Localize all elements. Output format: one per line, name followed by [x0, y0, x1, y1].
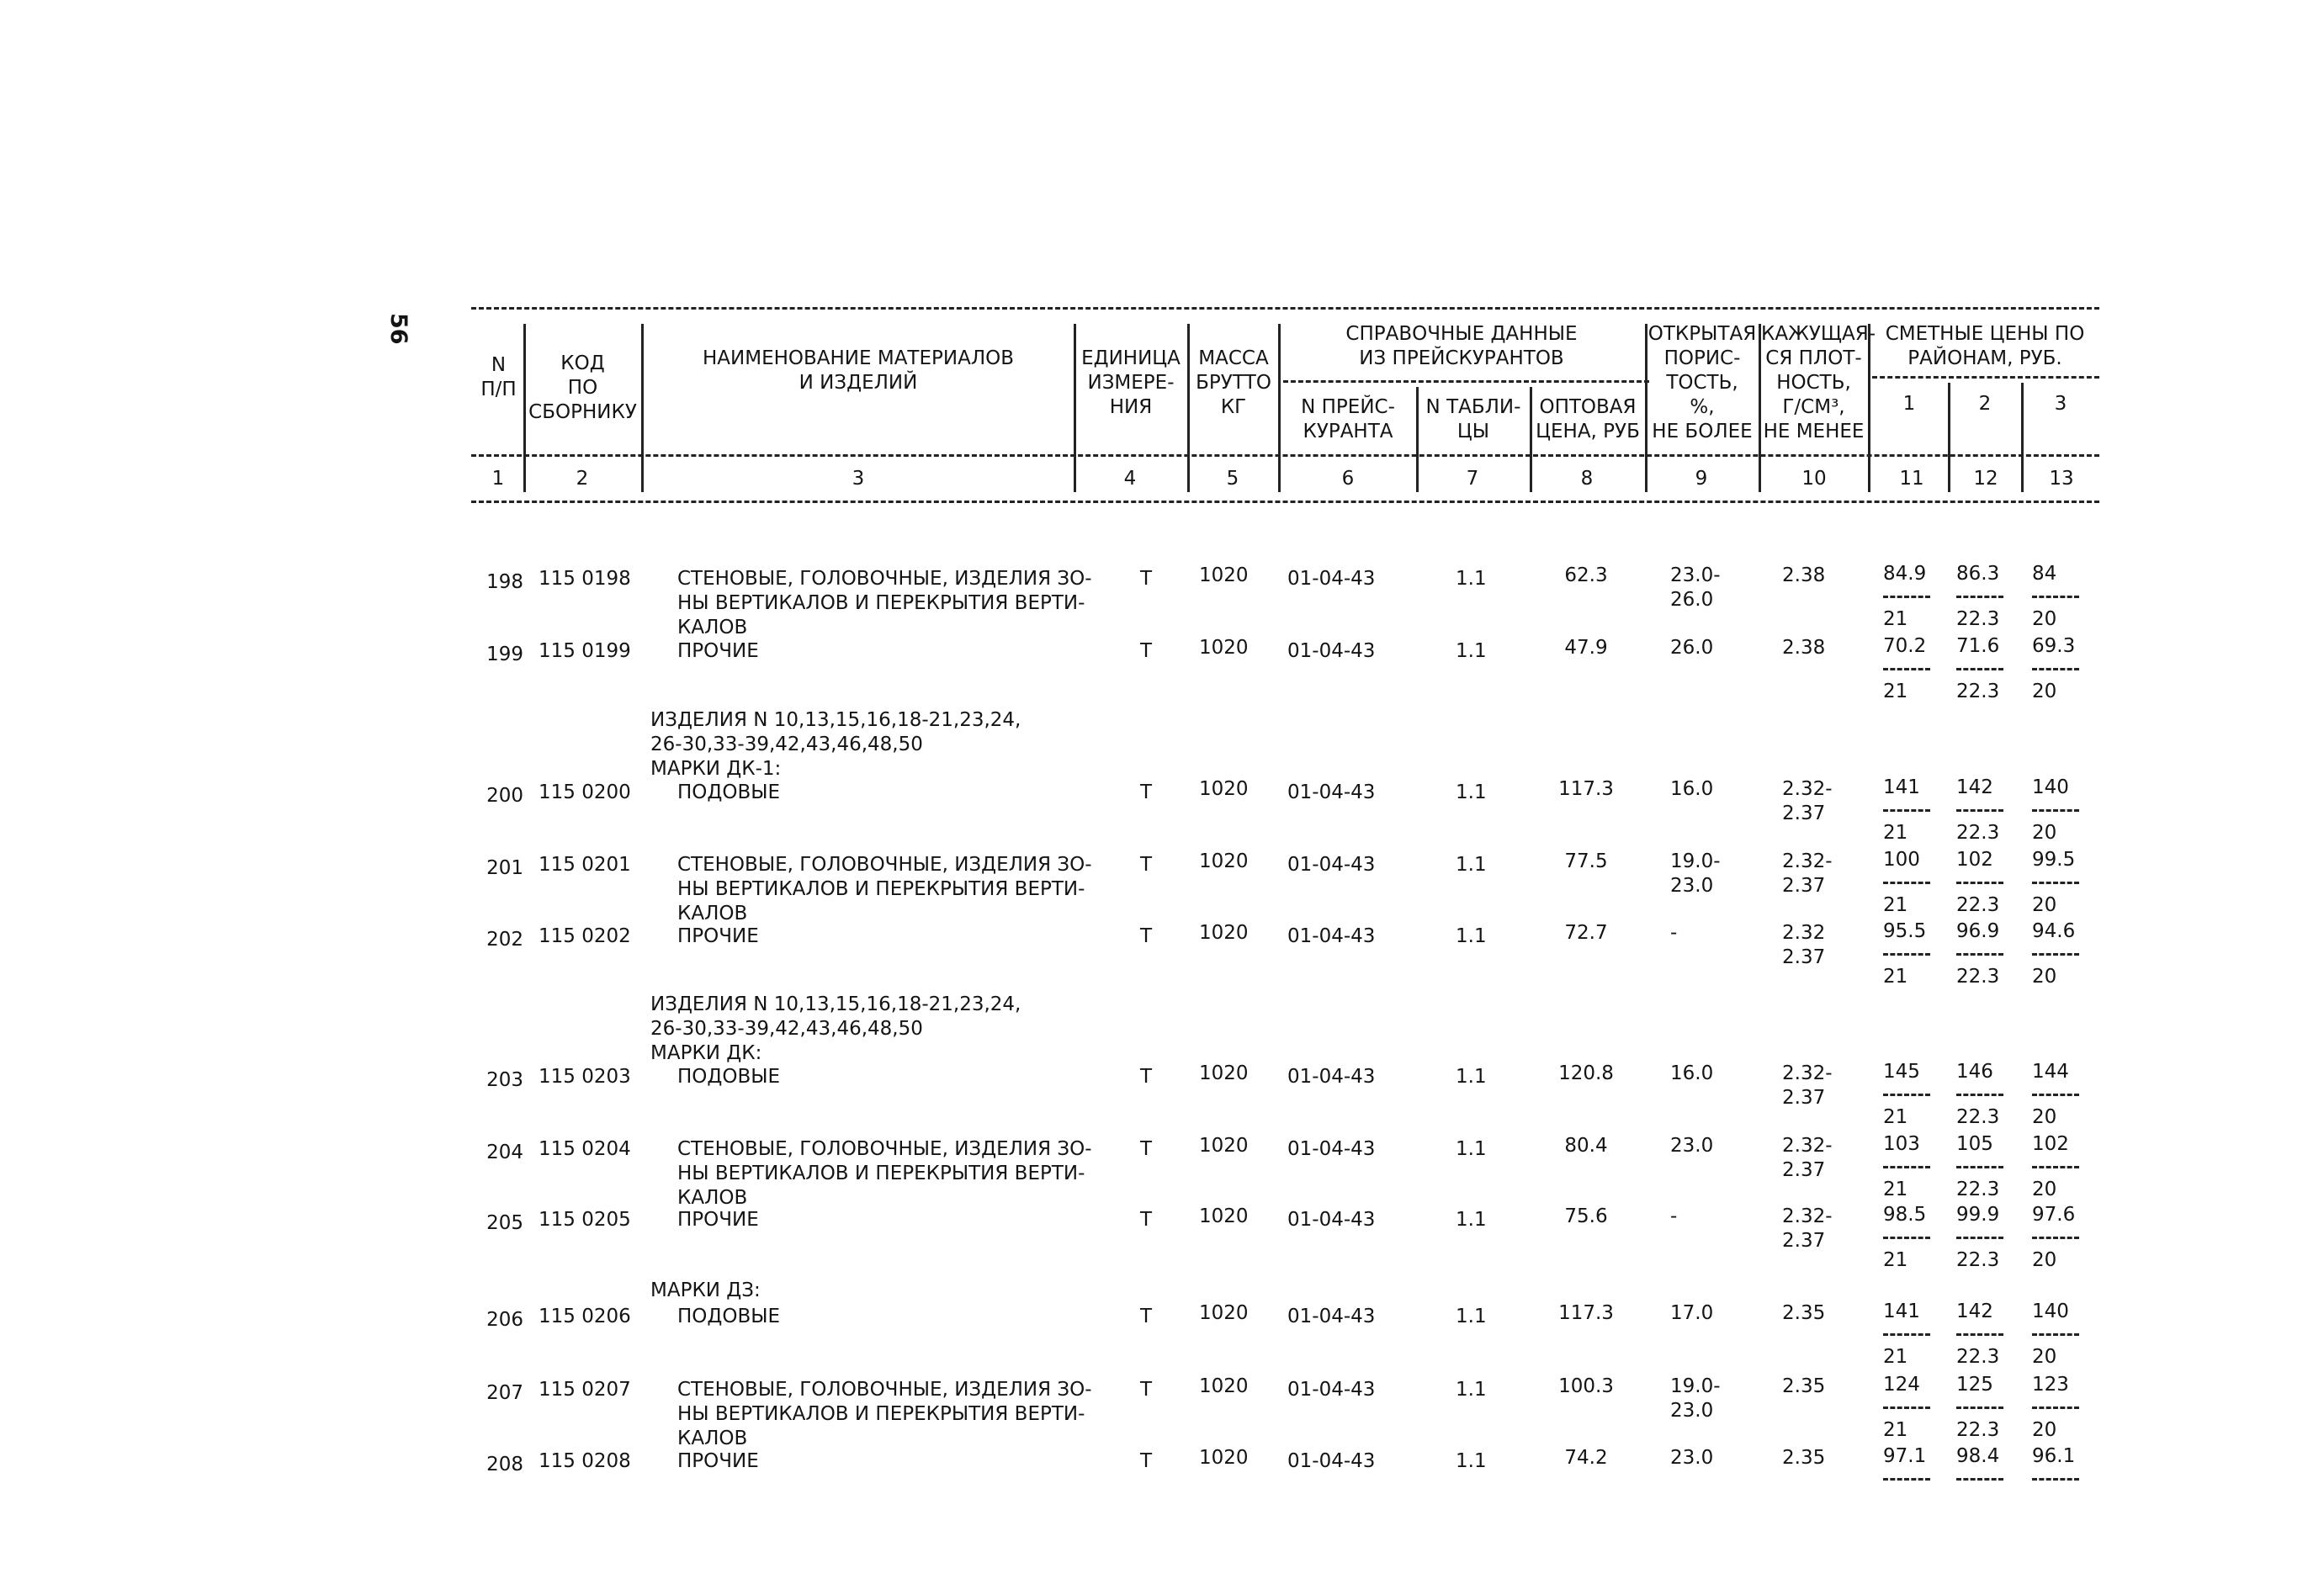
row-porosity: 23.0: [1670, 875, 1714, 897]
row-table-number: 1.1: [1456, 1379, 1487, 1401]
row-price-region-2: 142: [1956, 1301, 1993, 1322]
row-price-region-3: 123: [2032, 1374, 2069, 1396]
row-number: 206: [486, 1309, 523, 1331]
header-bottom-rule: [471, 501, 2099, 503]
row-mass: 1020: [1199, 1302, 1249, 1324]
row-unit: Т: [1139, 1066, 1153, 1088]
header-region-3: 3: [2054, 393, 2067, 415]
header-region-1: 1: [1902, 393, 1916, 415]
row-density: 2.37: [1782, 1230, 1826, 1252]
row-table-number: 1.1: [1456, 1450, 1487, 1472]
row-porosity: 23.0: [1670, 1135, 1714, 1157]
row-divisor-region-3: 20: [2032, 1249, 2057, 1271]
row-price-region-3: 84: [2032, 563, 2057, 585]
row-name: ПРОЧИЕ: [677, 1450, 759, 1472]
section-title: ИЗДЕЛИЯ N 10,13,15,16,18-21,23,24, 26-30,33-39,42,43,46,48,50 МАРКИ ДК:: [650, 993, 1021, 1064]
row-price-region-2: 105: [1956, 1133, 1993, 1155]
row-divisor-region-1: 21: [1883, 608, 1908, 630]
row-price-region-2: 98.4: [1956, 1445, 2000, 1467]
row-number: 198: [486, 571, 523, 593]
row-price-list: 01-04-43: [1287, 854, 1376, 876]
row-price-region-1: 95.5: [1883, 920, 1927, 942]
row-number: 202: [486, 929, 523, 951]
row-price-region-3: 96.1: [2032, 1445, 2076, 1467]
price-fraction-line: [1883, 1407, 1930, 1409]
row-price-region-1: 70.2: [1883, 635, 1927, 657]
header-col6: N ПРЕЙС- КУРАНТА: [1301, 396, 1395, 442]
row-name: ПОДОВЫЕ: [677, 781, 781, 803]
row-table-number: 1.1: [1456, 640, 1487, 662]
price-fraction-line: [2032, 809, 2079, 812]
row-divisor-region-3: 20: [2032, 822, 2057, 844]
row-divisor-region-1: 21: [1883, 1249, 1908, 1271]
price-fraction-line: [1956, 882, 2003, 884]
row-code: 115 0207: [539, 1379, 631, 1401]
header-col2: КОД ПО СБОРНИКУ: [528, 352, 637, 423]
row-number: 205: [486, 1212, 523, 1234]
price-fraction-line: [1883, 1237, 1930, 1239]
price-fraction-line: [1883, 809, 1930, 812]
row-mass: 1020: [1199, 922, 1249, 944]
header-col5: МАССА БРУТТО КГ: [1196, 347, 1271, 418]
row-divisor-region-3: 20: [2032, 1179, 2057, 1200]
row-price-region-3: 97.6: [2032, 1204, 2076, 1226]
row-porosity: 19.0-: [1670, 1375, 1721, 1397]
row-price-region-2: 146: [1956, 1061, 1993, 1083]
price-fraction-line: [1883, 953, 1930, 956]
row-unit: Т: [1139, 781, 1153, 803]
row-wholesale-price: 100.3: [1558, 1375, 1614, 1397]
row-name: КАЛОВ: [677, 617, 748, 638]
price-fraction-line: [1956, 809, 2003, 812]
row-price-list: 01-04-43: [1287, 1450, 1376, 1472]
row-code: 115 0208: [539, 1450, 631, 1472]
row-price-region-3: 69.3: [2032, 635, 2076, 657]
row-wholesale-price: 62.3: [1564, 564, 1608, 586]
row-code: 115 0201: [539, 854, 631, 876]
header-ref-group: СПРАВОЧНЫЕ ДАННЫЕ ИЗ ПРЕЙСКУРАНТОВ: [1345, 323, 1578, 369]
row-mass: 1020: [1199, 1062, 1249, 1084]
col-number: 6: [1341, 468, 1355, 490]
price-fraction-line: [1956, 668, 2003, 670]
row-price-region-1: 141: [1883, 776, 1920, 798]
row-porosity: -: [1670, 922, 1678, 944]
row-table-number: 1.1: [1456, 1306, 1487, 1327]
row-mass: 1020: [1199, 850, 1249, 872]
row-price-region-3: 140: [2032, 1301, 2069, 1322]
header-col4: ЕДИНИЦА ИЗМЕРЕ- НИЯ: [1081, 347, 1181, 418]
price-fraction-line: [1956, 1478, 2003, 1481]
row-price-list: 01-04-43: [1287, 1209, 1376, 1231]
row-price-list: 01-04-43: [1287, 568, 1376, 590]
row-divisor-region-2: 22.3: [1956, 966, 2000, 988]
price-fraction-line: [1883, 668, 1930, 670]
row-name: ПОДОВЫЕ: [677, 1066, 781, 1088]
row-mass: 1020: [1199, 1135, 1249, 1157]
price-fraction-line: [1883, 596, 1930, 598]
row-price-list: 01-04-43: [1287, 1306, 1376, 1327]
row-code: 115 0200: [539, 781, 631, 803]
price-fraction-line: [1956, 953, 2003, 956]
price-fraction-line: [1883, 882, 1930, 884]
row-porosity: 26.0: [1670, 637, 1714, 659]
row-mass: 1020: [1199, 1205, 1249, 1227]
price-fraction-line: [2032, 1478, 2079, 1481]
row-price-region-1: 141: [1883, 1301, 1920, 1322]
row-price-region-1: 100: [1883, 849, 1920, 871]
row-divisor-region-1: 21: [1883, 822, 1908, 844]
row-divisor-region-3: 20: [2032, 1106, 2057, 1128]
row-divisor-region-3: 20: [2032, 608, 2057, 630]
row-unit: Т: [1139, 854, 1153, 876]
row-price-region-2: 86.3: [1956, 563, 2000, 585]
row-price-region-3: 94.6: [2032, 920, 2076, 942]
row-price-region-2: 102: [1956, 849, 1993, 871]
price-fraction-line: [1883, 1166, 1930, 1168]
row-price-region-3: 99.5: [2032, 849, 2076, 871]
row-price-list: 01-04-43: [1287, 781, 1376, 803]
row-name: КАЛОВ: [677, 1428, 748, 1449]
row-table-number: 1.1: [1456, 1066, 1487, 1088]
row-divisor-region-3: 20: [2032, 1419, 2057, 1441]
page-number: 56: [385, 313, 411, 345]
header-col8: ОПТОВАЯ ЦЕНА, РУБ: [1536, 396, 1640, 442]
row-price-region-2: 125: [1956, 1374, 1993, 1396]
row-price-region-1: 84.9: [1883, 563, 1927, 585]
row-divisor-region-3: 20: [2032, 894, 2057, 916]
col-number: 1: [491, 468, 505, 490]
row-wholesale-price: 72.7: [1564, 922, 1608, 944]
row-divisor-region-2: 22.3: [1956, 822, 2000, 844]
row-unit: Т: [1139, 1138, 1153, 1160]
row-porosity: -: [1670, 1205, 1678, 1227]
row-wholesale-price: 80.4: [1564, 1135, 1608, 1157]
col-number: 2: [576, 468, 589, 490]
row-divisor-region-2: 22.3: [1956, 1346, 2000, 1368]
row-density: 2.32-: [1782, 1205, 1833, 1227]
row-code: 115 0199: [539, 640, 631, 662]
row-divisor-region-2: 22.3: [1956, 1419, 2000, 1441]
row-mass: 1020: [1199, 637, 1249, 659]
row-price-list: 01-04-43: [1287, 640, 1376, 662]
row-number: 199: [486, 644, 523, 665]
row-unit: Т: [1139, 1209, 1153, 1231]
row-table-number: 1.1: [1456, 854, 1487, 876]
row-number: 208: [486, 1454, 523, 1475]
row-wholesale-price: 75.6: [1564, 1205, 1608, 1227]
row-porosity: 26.0: [1670, 589, 1714, 611]
row-code: 115 0198: [539, 568, 631, 590]
row-table-number: 1.1: [1456, 1138, 1487, 1160]
price-fraction-line: [2032, 1237, 2079, 1239]
row-name: ПРОЧИЕ: [677, 640, 759, 662]
header-col9: ОТКРЫТАЯ ПОРИС- ТОСТЬ, %, НЕ БОЛЕЕ: [1647, 323, 1757, 442]
row-unit: Т: [1139, 1450, 1153, 1472]
row-wholesale-price: 120.8: [1558, 1062, 1614, 1084]
col-number: 7: [1466, 468, 1479, 490]
row-density: 2.38: [1782, 637, 1826, 659]
row-porosity: 16.0: [1670, 1062, 1714, 1084]
row-name: ПОДОВЫЕ: [677, 1306, 781, 1327]
row-price-list: 01-04-43: [1287, 1138, 1376, 1160]
row-density: 2.32-: [1782, 778, 1833, 800]
row-density: 2.32-: [1782, 1135, 1833, 1157]
row-price-region-1: 98.5: [1883, 1204, 1927, 1226]
row-density: 2.35: [1782, 1447, 1826, 1469]
row-name: НЫ ВЕРТИКАЛОВ И ПЕРЕКРЫТИЯ ВЕРТИ-: [677, 592, 1085, 614]
row-divisor-region-3: 20: [2032, 1346, 2057, 1368]
header-top-rule: [471, 307, 2099, 310]
row-density: 2.37: [1782, 875, 1826, 897]
row-unit: Т: [1139, 1379, 1153, 1401]
price-fraction-line: [2032, 882, 2079, 884]
row-porosity: 19.0-: [1670, 850, 1721, 872]
row-porosity: 23.0-: [1670, 564, 1721, 586]
row-name: СТЕНОВЫЕ, ГОЛОВОЧНЫЕ, ИЗДЕЛИЯ ЗО-: [677, 568, 1092, 590]
row-density: 2.37: [1782, 1159, 1826, 1181]
row-number: 207: [486, 1382, 523, 1404]
row-price-region-2: 96.9: [1956, 920, 2000, 942]
row-unit: Т: [1139, 568, 1153, 590]
row-number: 201: [486, 857, 523, 879]
header-price-group: СМЕТНЫЕ ЦЕНЫ ПО РАЙОНАМ, РУБ.: [1885, 323, 2085, 369]
row-code: 115 0205: [539, 1209, 631, 1231]
row-price-region-1: 97.1: [1883, 1445, 1927, 1467]
row-price-region-3: 144: [2032, 1061, 2069, 1083]
row-density: 2.37: [1782, 803, 1826, 824]
row-name: СТЕНОВЫЕ, ГОЛОВОЧНЫЕ, ИЗДЕЛИЯ ЗО-: [677, 854, 1092, 876]
row-price-region-2: 71.6: [1956, 635, 2000, 657]
price-fraction-line: [1956, 1166, 2003, 1168]
row-porosity: 16.0: [1670, 778, 1714, 800]
price-fraction-line: [1883, 1478, 1930, 1481]
row-mass: 1020: [1199, 564, 1249, 586]
row-name: СТЕНОВЫЕ, ГОЛОВОЧНЫЕ, ИЗДЕЛИЯ ЗО-: [677, 1138, 1092, 1160]
row-wholesale-price: 117.3: [1558, 1302, 1614, 1324]
row-divisor-region-1: 21: [1883, 966, 1908, 988]
row-divisor-region-2: 22.3: [1956, 1106, 2000, 1128]
header-col10: КАЖУЩАЯ- СЯ ПЛОТ- НОСТЬ, Г/СМ³, НЕ МЕНЕЕ: [1761, 323, 1876, 442]
row-density: 2.38: [1782, 564, 1826, 586]
row-divisor-region-1: 21: [1883, 681, 1908, 702]
row-number: 203: [486, 1069, 523, 1091]
row-porosity: 17.0: [1670, 1302, 1714, 1324]
row-wholesale-price: 77.5: [1564, 850, 1608, 872]
col-number: 8: [1580, 468, 1594, 490]
price-fraction-line: [2032, 1333, 2079, 1336]
row-name: СТЕНОВЫЕ, ГОЛОВОЧНЫЕ, ИЗДЕЛИЯ ЗО-: [677, 1379, 1092, 1401]
row-porosity: 23.0: [1670, 1400, 1714, 1422]
row-price-region-2: 99.9: [1956, 1204, 2000, 1226]
price-group-rule: [1872, 376, 2099, 379]
row-density: 2.37: [1782, 1087, 1826, 1109]
row-divisor-region-3: 20: [2032, 681, 2057, 702]
row-divisor-region-2: 22.3: [1956, 681, 2000, 702]
row-code: 115 0206: [539, 1306, 631, 1327]
row-divisor-region-3: 20: [2032, 966, 2057, 988]
row-divisor-region-2: 22.3: [1956, 1179, 2000, 1200]
header-col1: N П/П: [480, 354, 517, 400]
col-number: 11: [1899, 468, 1924, 490]
row-divisor-region-2: 22.3: [1956, 608, 2000, 630]
row-divisor-region-1: 21: [1883, 1346, 1908, 1368]
row-wholesale-price: 74.2: [1564, 1447, 1608, 1469]
row-mass: 1020: [1199, 1447, 1249, 1469]
col-number: 5: [1226, 468, 1239, 490]
row-table-number: 1.1: [1456, 925, 1487, 947]
price-fraction-line: [1956, 1407, 2003, 1409]
row-density: 2.35: [1782, 1302, 1826, 1324]
row-code: 115 0204: [539, 1138, 631, 1160]
row-name: КАЛОВ: [677, 1187, 748, 1209]
row-density: 2.32: [1782, 922, 1826, 944]
price-fraction-line: [2032, 953, 2079, 956]
row-wholesale-price: 47.9: [1564, 637, 1608, 659]
header-col7: N ТАБЛИ- ЦЫ: [1425, 396, 1521, 442]
header-col3: НАИМЕНОВАНИЕ МАТЕРИАЛОВ И ИЗДЕЛИЙ: [702, 347, 1014, 394]
row-name: КАЛОВ: [677, 903, 748, 924]
row-density: 2.32-: [1782, 1062, 1833, 1084]
row-price-region-1: 145: [1883, 1061, 1920, 1083]
row-code: 115 0203: [539, 1066, 631, 1088]
price-fraction-line: [2032, 668, 2079, 670]
row-price-region-1: 124: [1883, 1374, 1920, 1396]
row-unit: Т: [1139, 1306, 1153, 1327]
row-divisor-region-2: 22.3: [1956, 894, 2000, 916]
row-number: 204: [486, 1142, 523, 1163]
section-title: ИЗДЕЛИЯ N 10,13,15,16,18-21,23,24, 26-30,33-39,42,43,46,48,50 МАРКИ ДК-1:: [650, 709, 1021, 780]
price-fraction-line: [1956, 596, 2003, 598]
row-mass: 1020: [1199, 1375, 1249, 1397]
row-name: НЫ ВЕРТИКАЛОВ И ПЕРЕКРЫТИЯ ВЕРТИ-: [677, 878, 1085, 900]
row-code: 115 0202: [539, 925, 631, 947]
row-divisor-region-2: 22.3: [1956, 1249, 2000, 1271]
price-fraction-line: [1883, 1094, 1930, 1096]
row-table-number: 1.1: [1456, 1209, 1487, 1231]
row-name: ПРОЧИЕ: [677, 1209, 759, 1231]
col-number: 3: [852, 468, 865, 490]
price-fraction-line: [1883, 1333, 1930, 1336]
price-fraction-line: [2032, 596, 2079, 598]
row-divisor-region-1: 21: [1883, 894, 1908, 916]
col-number: 4: [1123, 468, 1137, 490]
row-wholesale-price: 117.3: [1558, 778, 1614, 800]
ref-group-rule: [1283, 380, 1649, 383]
row-divisor-region-1: 21: [1883, 1419, 1908, 1441]
header-mid-rule: [471, 454, 2099, 457]
col-number: 12: [1973, 468, 1998, 490]
row-table-number: 1.1: [1456, 568, 1487, 590]
row-name: НЫ ВЕРТИКАЛОВ И ПЕРЕКРЫТИЯ ВЕРТИ-: [677, 1163, 1085, 1184]
price-fraction-line: [1956, 1094, 2003, 1096]
row-density: 2.35: [1782, 1375, 1826, 1397]
row-table-number: 1.1: [1456, 781, 1487, 803]
row-price-region-1: 103: [1883, 1133, 1920, 1155]
section-title: МАРКИ ДЗ:: [650, 1279, 761, 1301]
price-fraction-line: [1956, 1237, 2003, 1239]
row-unit: Т: [1139, 925, 1153, 947]
row-price-list: 01-04-43: [1287, 925, 1376, 947]
row-price-region-2: 142: [1956, 776, 1993, 798]
row-density: 2.32-: [1782, 850, 1833, 872]
row-price-list: 01-04-43: [1287, 1379, 1376, 1401]
row-number: 200: [486, 785, 523, 807]
row-mass: 1020: [1199, 778, 1249, 800]
col-number: 13: [2049, 468, 2074, 490]
row-price-region-3: 140: [2032, 776, 2069, 798]
row-price-list: 01-04-43: [1287, 1066, 1376, 1088]
price-fraction-line: [2032, 1166, 2079, 1168]
price-fraction-line: [2032, 1407, 2079, 1409]
row-divisor-region-1: 21: [1883, 1106, 1908, 1128]
row-unit: Т: [1139, 640, 1153, 662]
row-name: НЫ ВЕРТИКАЛОВ И ПЕРЕКРЫТИЯ ВЕРТИ-: [677, 1403, 1085, 1425]
row-price-region-3: 102: [2032, 1133, 2069, 1155]
price-fraction-line: [1956, 1333, 2003, 1336]
price-fraction-line: [2032, 1094, 2079, 1096]
row-density: 2.37: [1782, 946, 1826, 968]
row-divisor-region-1: 21: [1883, 1179, 1908, 1200]
col-number: 9: [1695, 468, 1708, 490]
header-region-2: 2: [1978, 393, 1992, 415]
row-name: ПРОЧИЕ: [677, 925, 759, 947]
row-porosity: 23.0: [1670, 1447, 1714, 1469]
col-number: 10: [1801, 468, 1827, 490]
